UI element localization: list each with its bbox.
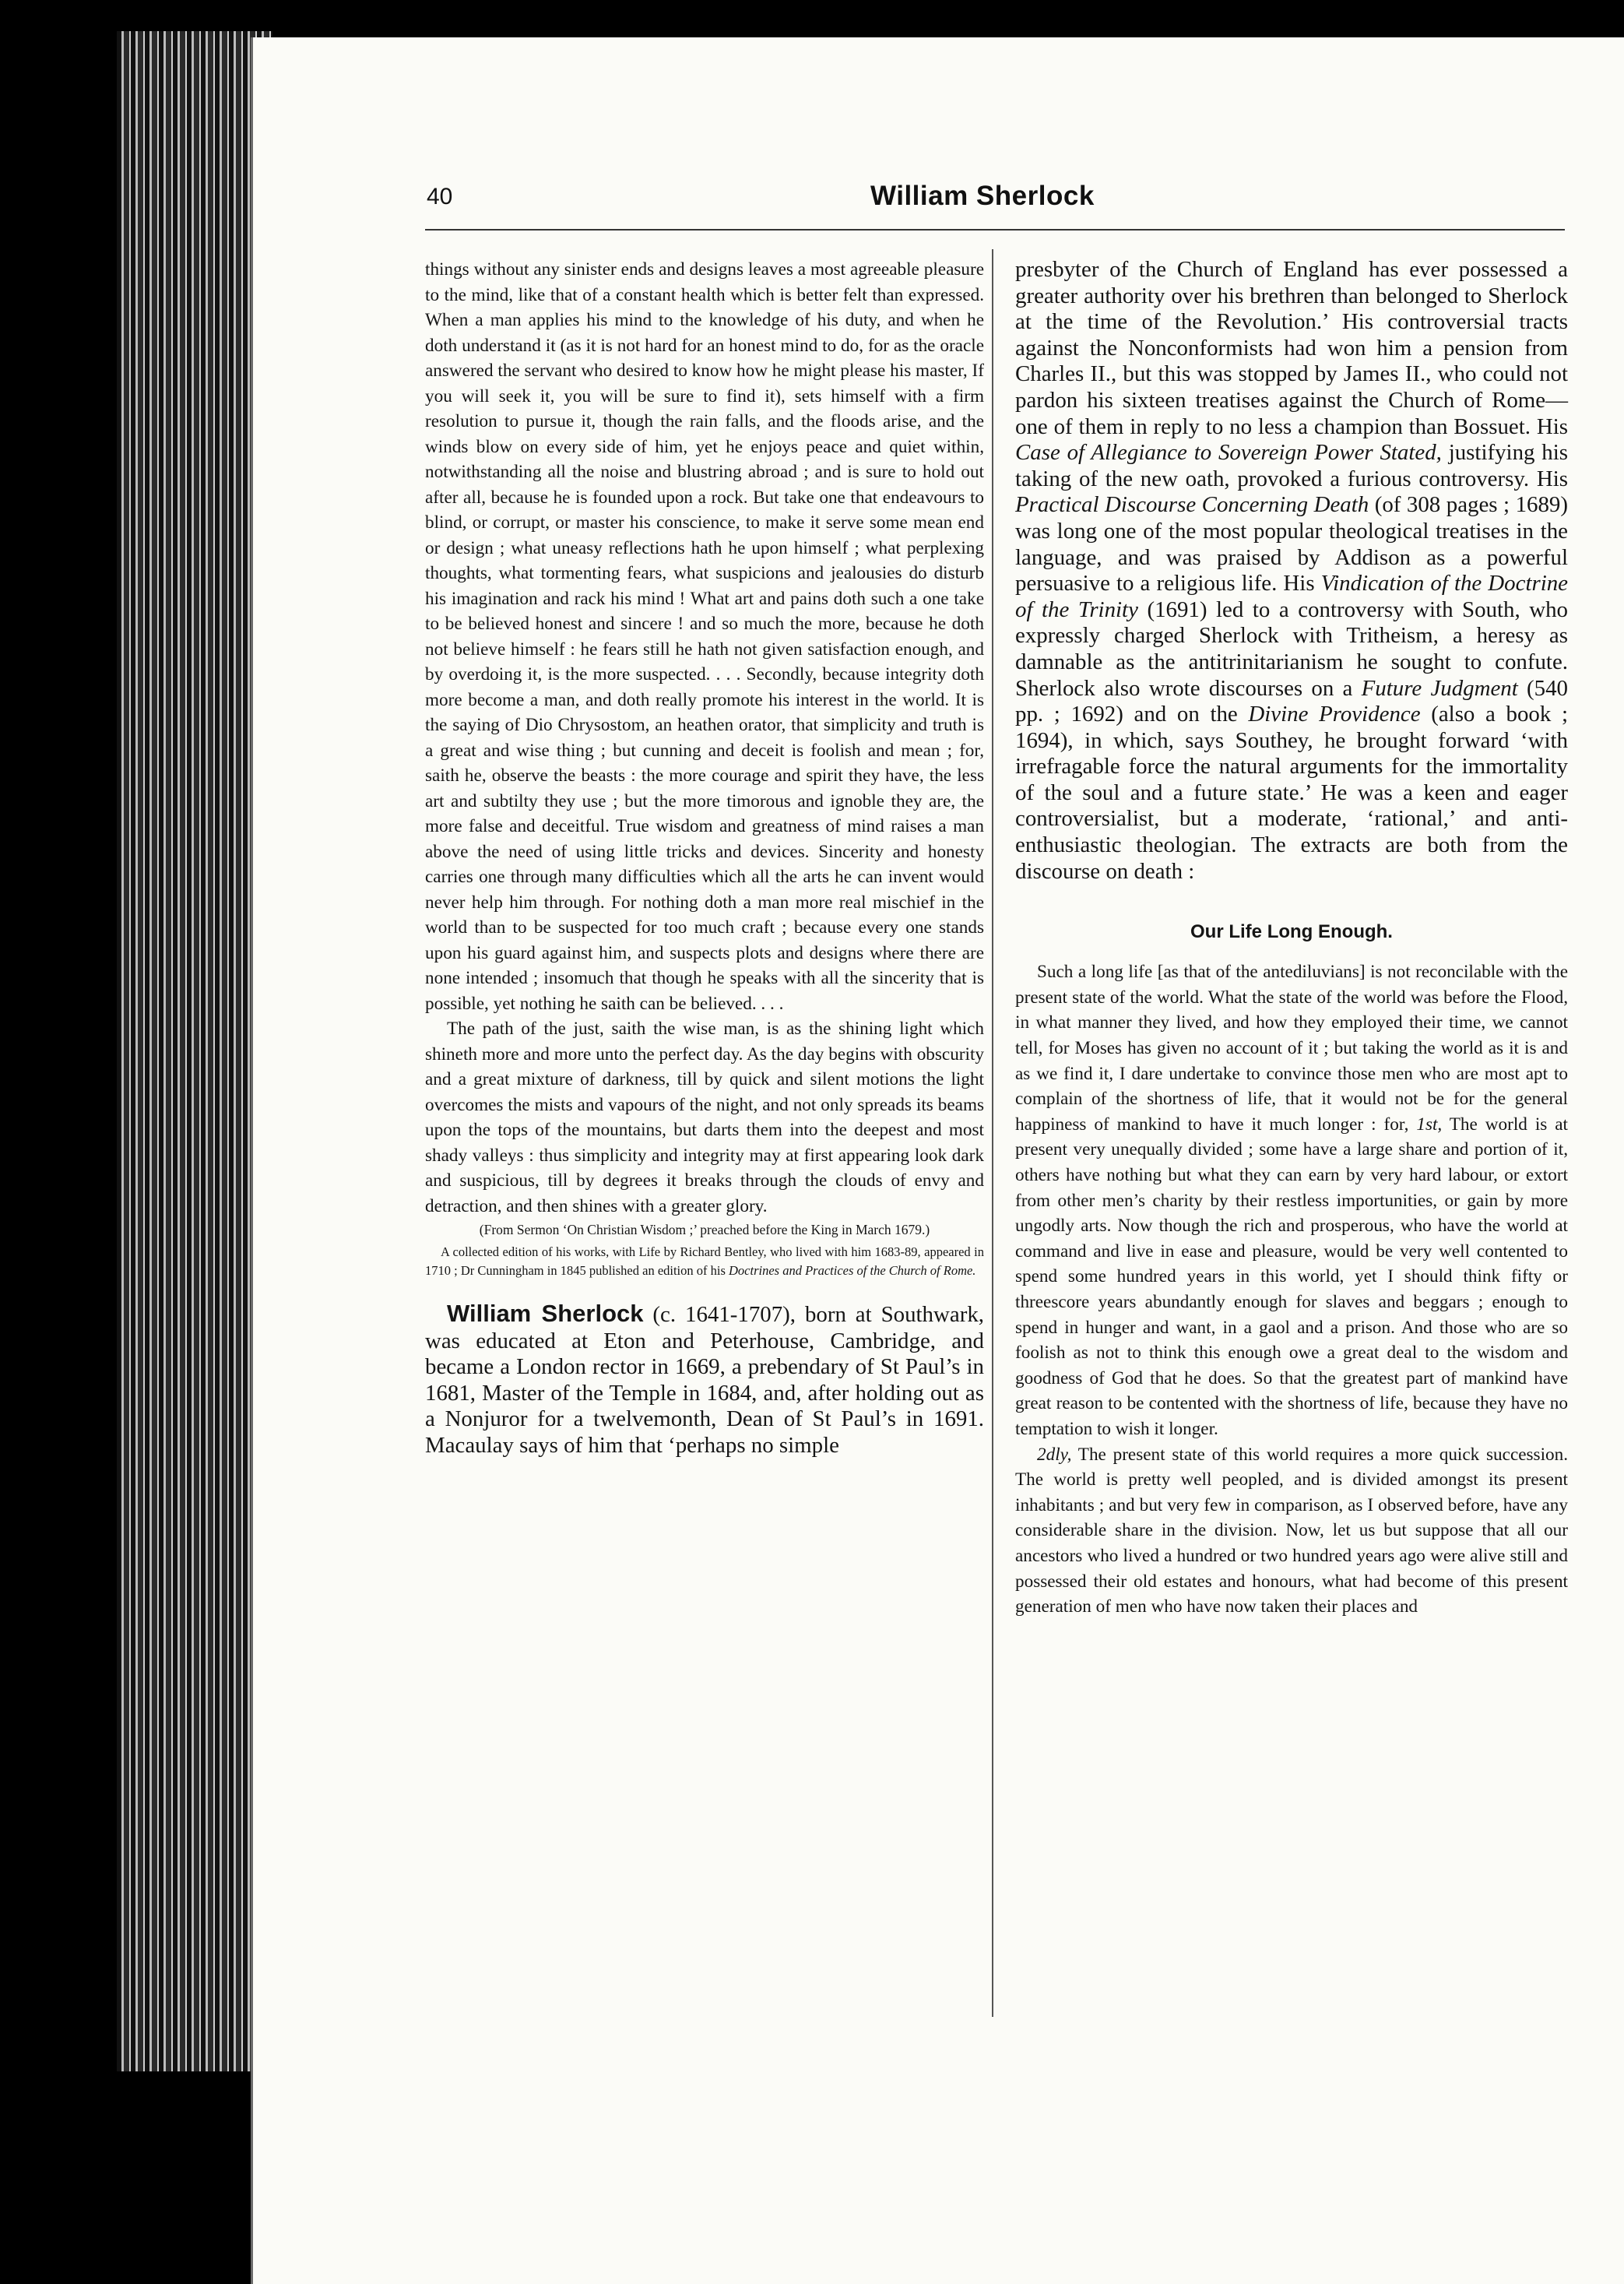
- text-run: (540 pp. ; 1692) and on the: [1015, 675, 1568, 727]
- italic-title: Case of Allegiance to Sovereign Power Stated,: [1015, 440, 1442, 466]
- italic-title: 2dly,: [1037, 1444, 1072, 1465]
- italic-title: Vindication of the Doctrine of the Trinity: [1015, 571, 1569, 622]
- page-number: 40: [427, 184, 453, 209]
- text-run: (1691) led to a controversy with South, who expressly charged Sherlock with Tritheism, a heresy as damnable as the antitrinitarianism he sought to confute. Sherlock also wrote discourses on a: [1015, 597, 1568, 701]
- entry-continuation: [1015, 257, 1568, 885]
- text-run: (also a book ; 1694), in which, says Southey, he brought forward ‘with irrefragable force the natural arguments for the immortality of the soul and a future state.’ He was a keen and eager controversialist, but a moderate, ‘rational,’ and anti-enthusiastic theologian. The extracts are both from the discourse on death :: [1015, 702, 1568, 884]
- text-run: The present state of this world requires a more quick succession. The world is pretty well peopled, and is divided amongst its present inhabitants ; and but very few in comparison, as I observed before, have any considerable share in the division. Now, let us but suppose that all our ancestors who lived a hundred or two hundred years ago were alive still and possessed their old estates and honours, what had become of this present generation of men who have now taken their places and: [1015, 1444, 1568, 1617]
- source-citation: (From Sermon ‘On Christian Wisdom ;’ preached before the King in March 1679.): [479, 1222, 930, 1237]
- extract-paragraph-2: The path of the just, saith the wise man, is as the shining light which shineth more and more unto the perfect day. As the day begins with obscurity and a great mixture of darkness, till by quick and silent motions the light overcomes the mists and vapours of the night, and not only spreads its beams upon the tops of the mountains, but darts them into the deepest and most shady valleys : thus simplicity and integrity may at first appearing look dark and suspicious, till by degrees it breaks through the clouds of envy and detraction, and then shines with a greater glory.: [425, 1019, 984, 1216]
- bibliographic-note-text: A collected edition of his works, with Life by Richard Bentley, who lived with him 1683-89, appeared in 1710 ; Dr Cunningham in 1845 published an edition of his: [425, 1244, 984, 1278]
- entry-text: (c. 1641-1707), born at Southwark, was educated at Eton and Peterhouse, Cambridge, and became a London rector in 1669, a prebendary of St Paul’s in 1681, Master of the Temple in 1684, and, after holding out as a Nonjuror for a twelvemonth, Dean of St Paul’s in 1691. Macaulay says of him that ‘perhaps no simple: [425, 1302, 984, 1458]
- biography-entry: [425, 1300, 984, 1459]
- italic-title: 1st,: [1416, 1114, 1443, 1135]
- header-rule: [425, 229, 1565, 231]
- extract-paragraph-1: things without any sinister ends and designs leaves a most agreeable pleasure to the mind, like that of a constant health which is better felt than expressed. When a man applies his mind to the knowledge of his duty, and when he doth understand it (as it is not hard for an honest mind to do, for as the oracle answered the servant who desired to know how he might please his master, If you will seek it, you will be sure to find it), sets himself with a firm resolution to pursue it, though the rain falls, and the floods arise, and the winds blow on every side of him, yet he enjoys peace and quiet within, notwithstanding all the noise and blustring abroad ; and is sure to hold out after all, because he is founded upon a rock. But take one that endeavours to blind, or corrupt, or master his conscience, to make it serve some mean end or design ; what uneasy reflections hath he upon himself ; what perplexing thoughts, what tormenting fears, what suspicions and jealousies do disturb his imagination and rack his mind ! What art and pains doth such a one take to be believed honest and sincere ! and so much the more, because he doth not believe himself : he fears still he hath not given satisfaction enough, and by overdoing it, is the more suspected. . . . Secondly, because integrity doth more become a man, and doth really promote his interest in the world. It is the saying of Dio Chrysostom, an heathen orator, that simplicity and truth is a great and wise thing ; but cunning and deceit is foolish and mean ; for, saith he, observe the beasts : the more courage and spirit they have, the less art and subtilty they use ; but the more timorous and ignoble they are, the more false and deceitful. True wisdom and greatness of mind raises a man above the need of using little tricks and devices. Sincerity and honesty carries one through many difficulties which all the arts he can invent would never help him through. For nothing doth a man more real mischief in the world than to be suspected for too much craft ; because every one stands upon his guard against him, and suspects plots and designs where there are none intended ; insomuch that though he speaks with all the sincerity that is possible, yet nothing he saith can be believed. . . .: [425, 259, 984, 1014]
- bibliographic-note: [425, 1243, 984, 1280]
- italic-title: Future Judgment: [1361, 675, 1518, 701]
- section-heading: Our Life Long Enough.: [1190, 921, 1393, 943]
- entry-name: William Sherlock: [447, 1300, 644, 1327]
- running-head: William Sherlock: [870, 181, 1095, 211]
- text-run: Such a long life [as that of the antediluvians] is not reconcilable with the present state of the world. What the state of the world was before the Flood, in what manner they lived, and how they employed their time, we cannot tell, for Moses has given no account of it ; but taking the world as it is and as we find it, I dare undertake to convince those men who are most apt to complain of the shortness of life, that it would not be for the general happiness of mankind to have it much longer : for,: [1015, 962, 1568, 1135]
- italic-title: Divine Providence: [1248, 702, 1421, 727]
- italic-title: Practical Discourse Concerning Death: [1015, 492, 1369, 518]
- bibliographic-note-title: Doctrines and Practices of the Church of Rome.: [729, 1263, 976, 1278]
- left-column: [425, 257, 984, 1459]
- column-divider: [992, 249, 993, 2017]
- book-page-edges: [117, 31, 272, 2071]
- text-run: presbyter of the Church of England has ever possessed a greater authority over his brethren than belonged to Sherlock at the time of the Revolution.’ His controversial tracts against the Nonconformists had won him a pension from Charles II., but this was stopped by James II., who could not pardon his sixteen treatises against the Church of Rome—one of them in reply to no less a champion than Bossuet. His: [1015, 257, 1568, 439]
- text-run: (of 308 pages ; 1689) was long one of the most popular theological treatises in the language, and was praised by Addison as a powerful persuasive to a religious life. His: [1015, 492, 1568, 597]
- extract-paragraph-second: [1015, 1442, 1568, 1620]
- text-run: The world is at present very unequally divided ; some have a large share and portion of it, others have nothing but what they can earn by very hard labour, or extort from other men’s charity by their restless importunities, or gain by more ungodly arts. Now though the rich and prosperous, who have the world at command and live in ease and pleasure, would be very well contented to spend some hundred years in this world, yet I should think fifty or threescore years abundantly enough for slaves and beggars ; enough to spend in hunger and want, in a gaol and a prison. And those who are so foolish as not to think this enough owe a great deal to the wisdom and goodness of God that he does. So that the greatest part of mankind have great reason to be contented with the shortness of life, because they have no temptation to wish it longer.: [1015, 1114, 1568, 1439]
- right-column: [1015, 257, 1568, 1620]
- extract-paragraph-first: [1015, 959, 1568, 1441]
- text-run: justifying his taking of the new oath, provoked a furious controversy. His: [1015, 440, 1568, 491]
- extract-body: [1015, 959, 1568, 1619]
